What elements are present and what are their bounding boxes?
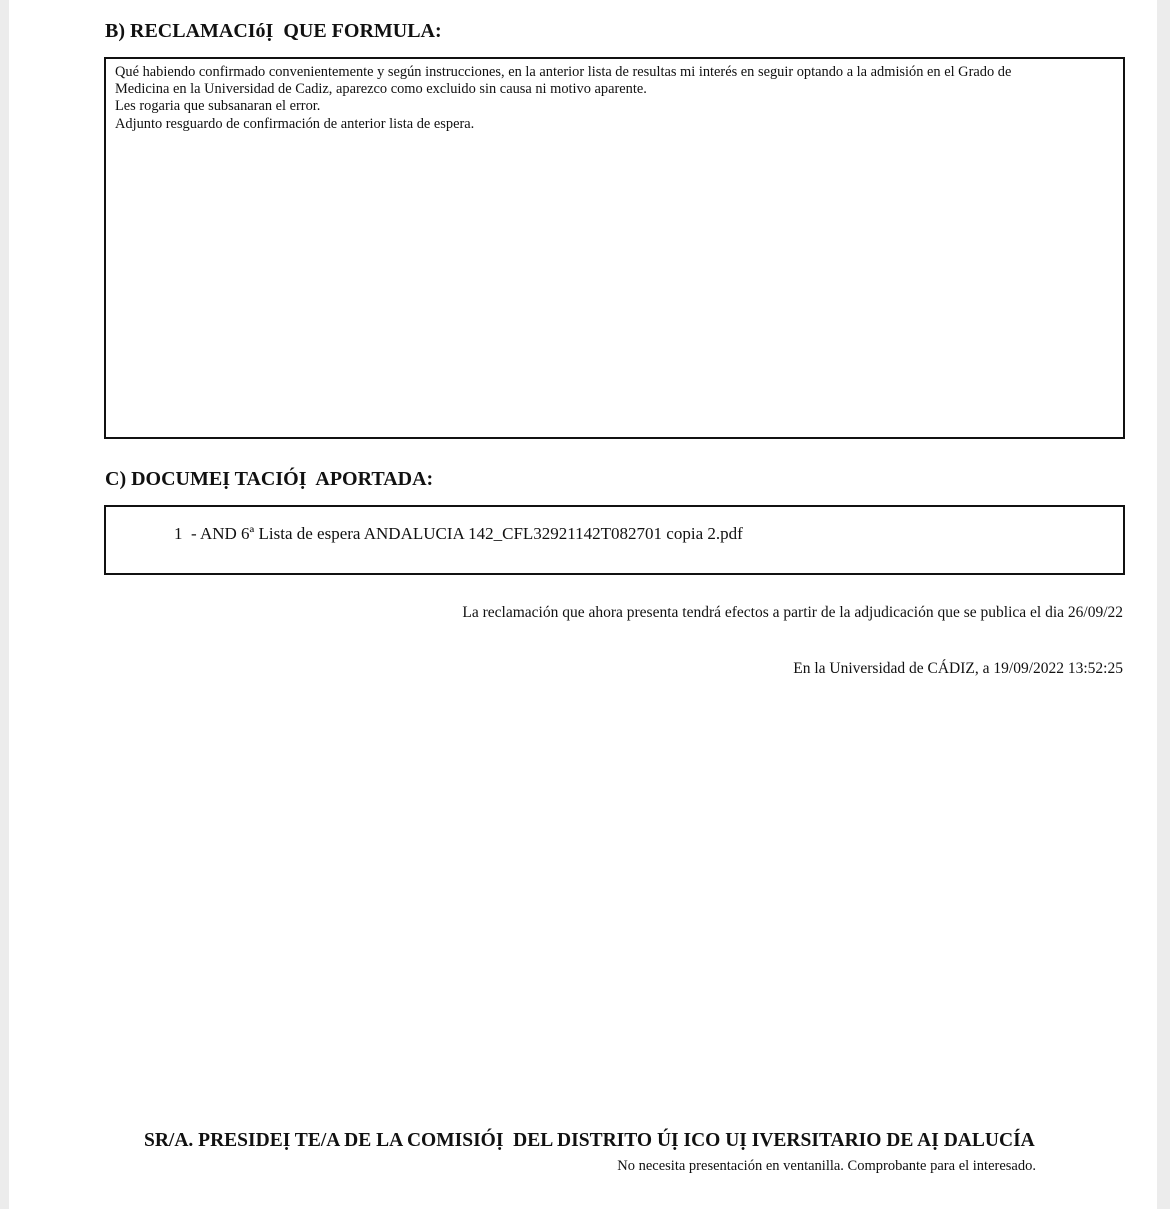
claim-text-box [104,57,1125,439]
attached-documents-box [104,505,1125,575]
addressee-line: SR/A. PRESIDEỊ TE/A DE LA COMISIÓỊ DEL DISTRITO ÚỊ ICO UỊ IVERSITARIO DE AỊ DALUCÍA [144,1130,1035,1151]
section-b-heading: B) RECLAMACIóỊ QUE FORMULA: [105,20,442,42]
claim-line: Adjunto resguardo de confirmación de anterior lista de espera. [115,115,475,132]
claim-line: Qué habiendo confirmado convenientemente y según instrucciones, en la anterior lista de resultas mi interés en seguir optando a la admisión en el Grado de [115,64,1012,80]
attached-document-item: 1 - AND 6ª Lista de espera ANDALUCIA 142_CFL32921142T082701 copia 2.pdf [174,524,743,543]
receipt-note: No necesita presentación en ventanilla. Comprobante para el interesado. [617,1158,1036,1174]
claim-line: Les rogaria que subsanaran el error. [115,98,321,115]
claim-line: Medicina en la Universidad de Cadiz, aparezco como excluido sin causa ni motivo aparente. [115,81,647,98]
section-c-heading: C) DOCUMEỊ TACIÓỊ APORTADA: [105,468,434,490]
document-page [9,0,1157,1209]
date-place-note: En la Universidad de CÁDIZ, a 19/09/2022 13:52:25 [793,660,1123,677]
effects-note: La reclamación que ahora presenta tendrá efectos a partir de la adjudicación que se publica el dia 26/09/22 [462,604,1123,621]
